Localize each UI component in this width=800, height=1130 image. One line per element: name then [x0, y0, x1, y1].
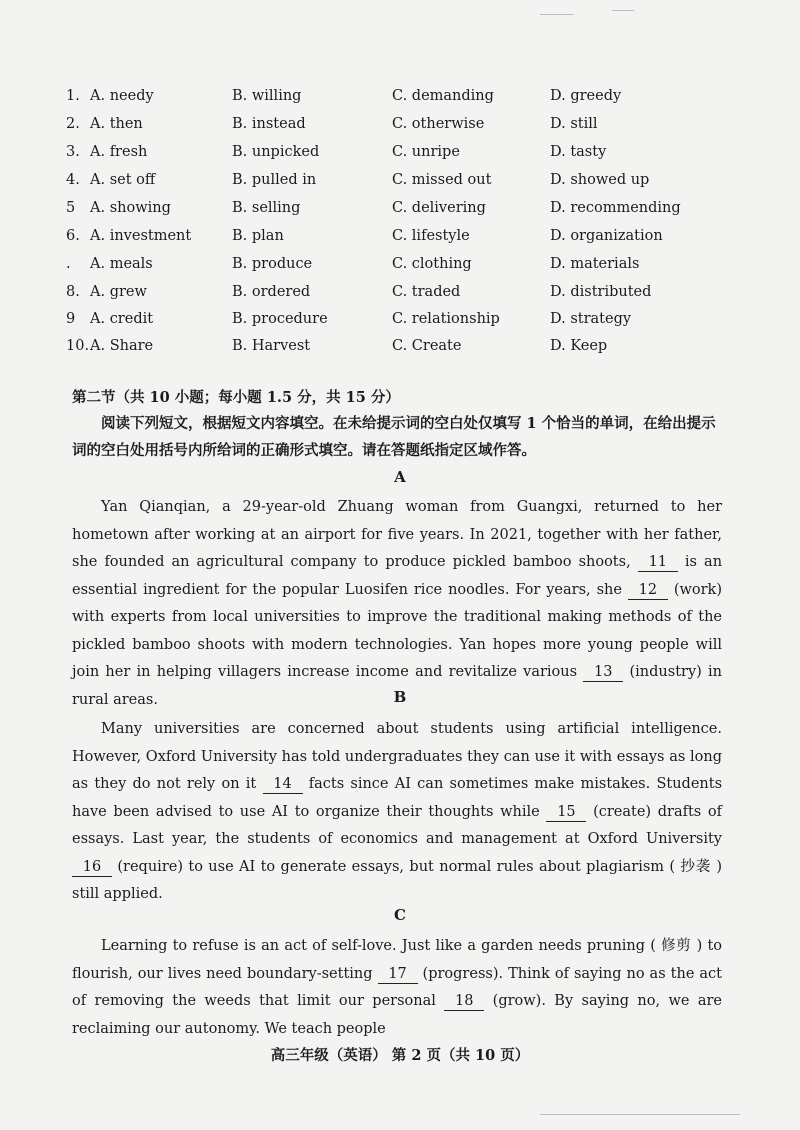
choice-b: B. pulled in — [232, 172, 317, 188]
passage-b-letter: B — [393, 688, 407, 706]
answer-blank-17[interactable]: 17 — [378, 965, 418, 984]
question-number: 1. — [66, 88, 80, 104]
choice-b: B. instead — [232, 116, 306, 132]
option-row — [66, 338, 766, 362]
choice-d: D. strategy — [550, 311, 632, 327]
choice-b: B. plan — [232, 228, 284, 244]
choice-c: C. Create — [392, 338, 462, 354]
choice-c: C. otherwise — [392, 116, 485, 132]
passage-text: (work) with experts from local universities to improve the traditional making methods of the pickled bamboo shoots with modern technologies. Yan hopes more young people will join her in helping villagers increase income and revitalize various — [72, 581, 722, 680]
choice-b: B. unpicked — [232, 144, 320, 160]
passage-text: facts since AI can sometimes make mistakes. Students have been advised to use AI to organize their thoughts while — [72, 776, 723, 820]
passage-text: Learning to refuse is an act of self-love. Just like a garden needs pruning ( 修剪 ) to flourish, our lives need boundary-setting — [72, 938, 722, 982]
option-row — [66, 284, 766, 308]
choice-a: A. credit — [90, 311, 154, 327]
answer-blank-14[interactable]: 14 — [263, 775, 303, 794]
question-number: . — [66, 256, 71, 272]
choice-d: D. still — [550, 116, 598, 132]
passage-c-letter: C — [394, 906, 406, 924]
choice-b: B. procedure — [232, 311, 328, 327]
passage-text: is an essential ingredient for the popular Luosifen rice noodles. For years, she — [72, 554, 723, 598]
answer-blank-12[interactable]: 12 — [628, 581, 668, 600]
choice-a: A. meals — [90, 256, 153, 272]
choice-c: C. demanding — [392, 88, 494, 104]
choice-c: C. delivering — [392, 200, 486, 216]
choice-d: D. Keep — [550, 338, 608, 354]
option-row — [66, 116, 766, 140]
answer-blank-11[interactable]: 11 — [638, 553, 678, 572]
passage-text: (require) to use AI to generate essays, but normal rules about plagiarism ( 抄袭 ) still applied. — [72, 858, 723, 902]
choice-a: A. fresh — [90, 144, 148, 160]
question-number: 8. — [66, 284, 80, 300]
answer-blank-15[interactable]: 15 — [546, 803, 586, 822]
answer-blank-16[interactable]: 16 — [72, 858, 112, 877]
choice-c: C. unripe — [392, 144, 460, 160]
passage-a-letter: A — [394, 468, 406, 486]
option-row — [66, 172, 766, 196]
question-number: 6. — [66, 228, 80, 244]
choice-a: A. then — [90, 116, 143, 132]
option-row — [66, 311, 766, 335]
question-number: 2. — [66, 116, 80, 132]
section-instructions: 阅读下列短文，根据短文内容填空。在未给提示词的空白处仅填写 1 个恰当的单词，在给出提示词的空白处用括号内所给词的正确形式填空。请在答题纸指定区域作答。 — [72, 415, 716, 459]
page-footer: 高三年级（英语） 第 2 页（共 10 页） — [270, 1047, 530, 1064]
passage-text: Many universities are concerned about students using artificial intelligence. However, Oxford University has told undergraduates they can use it with essays as long as they do not rely on it — [72, 721, 722, 792]
option-row — [66, 144, 766, 168]
choice-d: D. greedy — [550, 88, 622, 104]
choice-a: A. needy — [90, 88, 154, 104]
choice-b: B. willing — [232, 88, 302, 104]
choice-b: B. ordered — [232, 284, 311, 300]
choice-d: D. distributed — [550, 284, 652, 300]
section-title: 第二节（共 10 小题；每小题 1.5 分，共 15 分） — [72, 389, 400, 406]
passage-text: Yan Qianqian, a 29-year-old Zhuang woman from Guangxi, returned to her hometown after working at an airport for five years. In 2021, together with her father, she founded an agricultural company to produce pickled bamboo shoots, — [72, 499, 722, 570]
choice-c: C. relationship — [392, 311, 500, 327]
choice-c: C. missed out — [392, 172, 492, 188]
option-row — [66, 228, 766, 252]
choice-d: D. showed up — [550, 172, 650, 188]
scan-mark-bottom — [540, 1114, 740, 1115]
question-number: 5 — [66, 200, 76, 216]
passage-b — [72, 716, 722, 909]
passage-a — [72, 494, 722, 714]
choice-a: A. set off — [90, 172, 156, 188]
option-row — [66, 256, 766, 280]
choice-b: B. Harvest — [232, 338, 311, 354]
choice-d: D. tasty — [550, 144, 607, 160]
question-number: 3. — [66, 144, 80, 160]
scan-mark-top — [612, 10, 634, 11]
choice-c: C. traded — [392, 284, 461, 300]
choice-a: A. Share — [90, 338, 154, 354]
passage-text: (progress). Think of saying no as the act of removing the weeds that limit our personal — [72, 965, 722, 1009]
choice-c: C. lifestyle — [392, 228, 470, 244]
choice-a: A. investment — [90, 228, 192, 244]
question-number: 4. — [66, 172, 80, 188]
choice-d: D. materials — [550, 256, 640, 272]
choice-b: B. produce — [232, 256, 313, 272]
option-row — [66, 88, 766, 112]
choice-d: D. recommending — [550, 200, 681, 216]
choice-a: A. grew — [90, 284, 147, 300]
question-number: 10. — [66, 338, 90, 354]
choice-b: B. selling — [232, 200, 301, 216]
passage-text: (create) drafts of essays. Last year, the students of economics and management at Oxford University — [72, 803, 723, 847]
choice-d: D. organization — [550, 228, 663, 244]
choice-c: C. clothing — [392, 256, 472, 272]
answer-blank-13[interactable]: 13 — [583, 663, 623, 682]
option-row — [66, 200, 766, 224]
scan-mark-top — [540, 14, 574, 15]
choice-a: A. showing — [90, 200, 171, 216]
passage-text: (industry) in rural areas. — [72, 664, 723, 708]
question-number: 9 — [66, 311, 76, 327]
passage-text: (grow). By saying no, we are reclaiming our autonomy. We teach people — [72, 993, 723, 1037]
answer-blank-18[interactable]: 18 — [444, 992, 484, 1011]
passage-c — [72, 933, 722, 1043]
